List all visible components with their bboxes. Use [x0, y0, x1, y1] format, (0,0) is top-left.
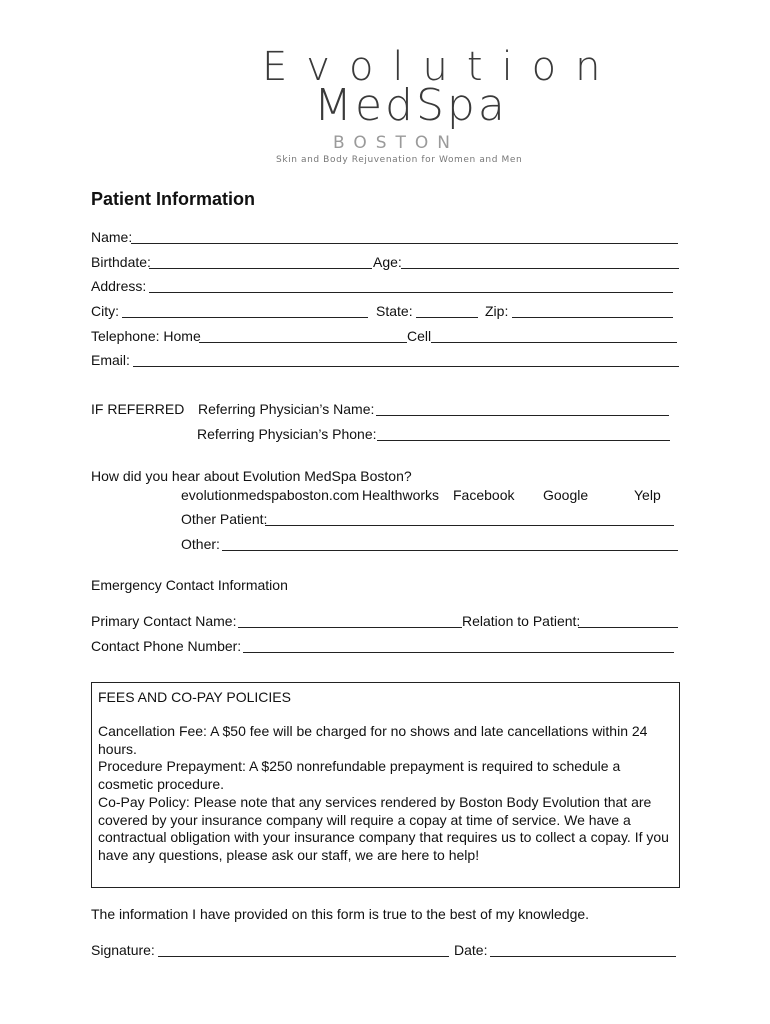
telephone-home-label: Telephone: Home — [91, 328, 201, 344]
fees-body — [98, 723, 674, 865]
source-option-google[interactable]: Google — [543, 487, 589, 503]
prepayment-text: Procedure Prepayment: A $250 nonrefundable prepayment is required to schedule a cosmetic procedure. — [98, 758, 621, 793]
telephone-home-field[interactable] — [199, 342, 407, 343]
referring-physician-phone-field[interactable] — [377, 440, 670, 441]
referring-physician-name-label: Referring Physician’s Name: — [198, 401, 375, 417]
city-field[interactable] — [122, 317, 368, 318]
email-field[interactable] — [133, 366, 679, 367]
state-field[interactable] — [416, 317, 478, 318]
source-option-healthworks[interactable]: Healthworks — [362, 487, 440, 503]
page-title: Patient Information — [91, 189, 256, 209]
fees-policy-box — [91, 682, 680, 888]
other-label: Other: — [181, 536, 220, 552]
state-label: State: — [376, 303, 413, 319]
referring-physician-name-field[interactable] — [376, 415, 669, 416]
signature-field[interactable] — [158, 956, 449, 957]
cell-field[interactable] — [431, 342, 677, 343]
source-question: How did you hear about Evolution MedSpa Boston? — [91, 468, 412, 484]
if-referred-label: IF REFERRED — [91, 401, 185, 417]
other-patient-field[interactable] — [265, 525, 674, 526]
cancellation-fee-text: Cancellation Fee: A $50 fee will be charged for no shows and late cancellations within 24 hours. — [98, 723, 648, 757]
attestation-text: The information I have provided on this form is true to the best of my knowledge. — [91, 906, 590, 922]
logo-tagline: Skin and Body Rejuvenation for Women and Men — [276, 155, 523, 165]
logo-line-boston: BOSTON — [333, 133, 460, 153]
source-option-yelp[interactable]: Yelp — [634, 487, 661, 503]
logo-line-evolution: Evolution — [262, 44, 620, 90]
birthdate-label: Birthdate: — [91, 254, 151, 270]
referring-physician-phone-label: Referring Physician’s Phone: — [197, 426, 377, 442]
email-label: Email: — [91, 352, 130, 368]
source-option-facebook[interactable]: Facebook — [453, 487, 515, 503]
address-label: Address: — [91, 278, 147, 294]
logo-line-medspa: MedSpa — [314, 80, 508, 131]
signature-label: Signature: — [91, 942, 155, 958]
contact-phone-label: Contact Phone Number: — [91, 638, 242, 654]
copay-policy-text: Co-Pay Policy: Please note that any services rendered by Boston Body Evolution that are covered by your insurance company will require a copay at time of service. We have a contractual obligation with your insurance company that requires us to collect a copay. If you have any questions, please ask our staff, we are here to help! — [98, 793, 669, 863]
date-label: Date: — [454, 942, 488, 958]
zip-field[interactable] — [512, 317, 673, 318]
source-option-website[interactable]: evolutionmedspaboston.com — [181, 487, 360, 503]
other-patient-label: Other Patient: — [181, 511, 268, 527]
birthdate-field[interactable] — [149, 268, 372, 269]
age-label: Age: — [373, 254, 402, 270]
zip-label: Zip: — [485, 303, 509, 319]
address-field[interactable] — [149, 292, 673, 293]
relation-field[interactable] — [578, 627, 678, 628]
cell-label: Cell — [407, 328, 432, 344]
name-label: Name: — [91, 229, 133, 245]
primary-contact-field[interactable] — [238, 627, 462, 628]
name-field[interactable] — [131, 243, 678, 244]
date-field[interactable] — [490, 956, 676, 957]
emergency-heading: Emergency Contact Information — [91, 577, 288, 593]
primary-contact-label: Primary Contact Name: — [91, 613, 237, 629]
age-field[interactable] — [401, 268, 679, 269]
other-field[interactable] — [222, 550, 678, 551]
city-label: City: — [91, 303, 119, 319]
relation-label: Relation to Patient: — [462, 613, 581, 629]
fees-heading: FEES AND CO-PAY POLICIES — [98, 689, 291, 705]
contact-phone-field[interactable] — [243, 652, 674, 653]
